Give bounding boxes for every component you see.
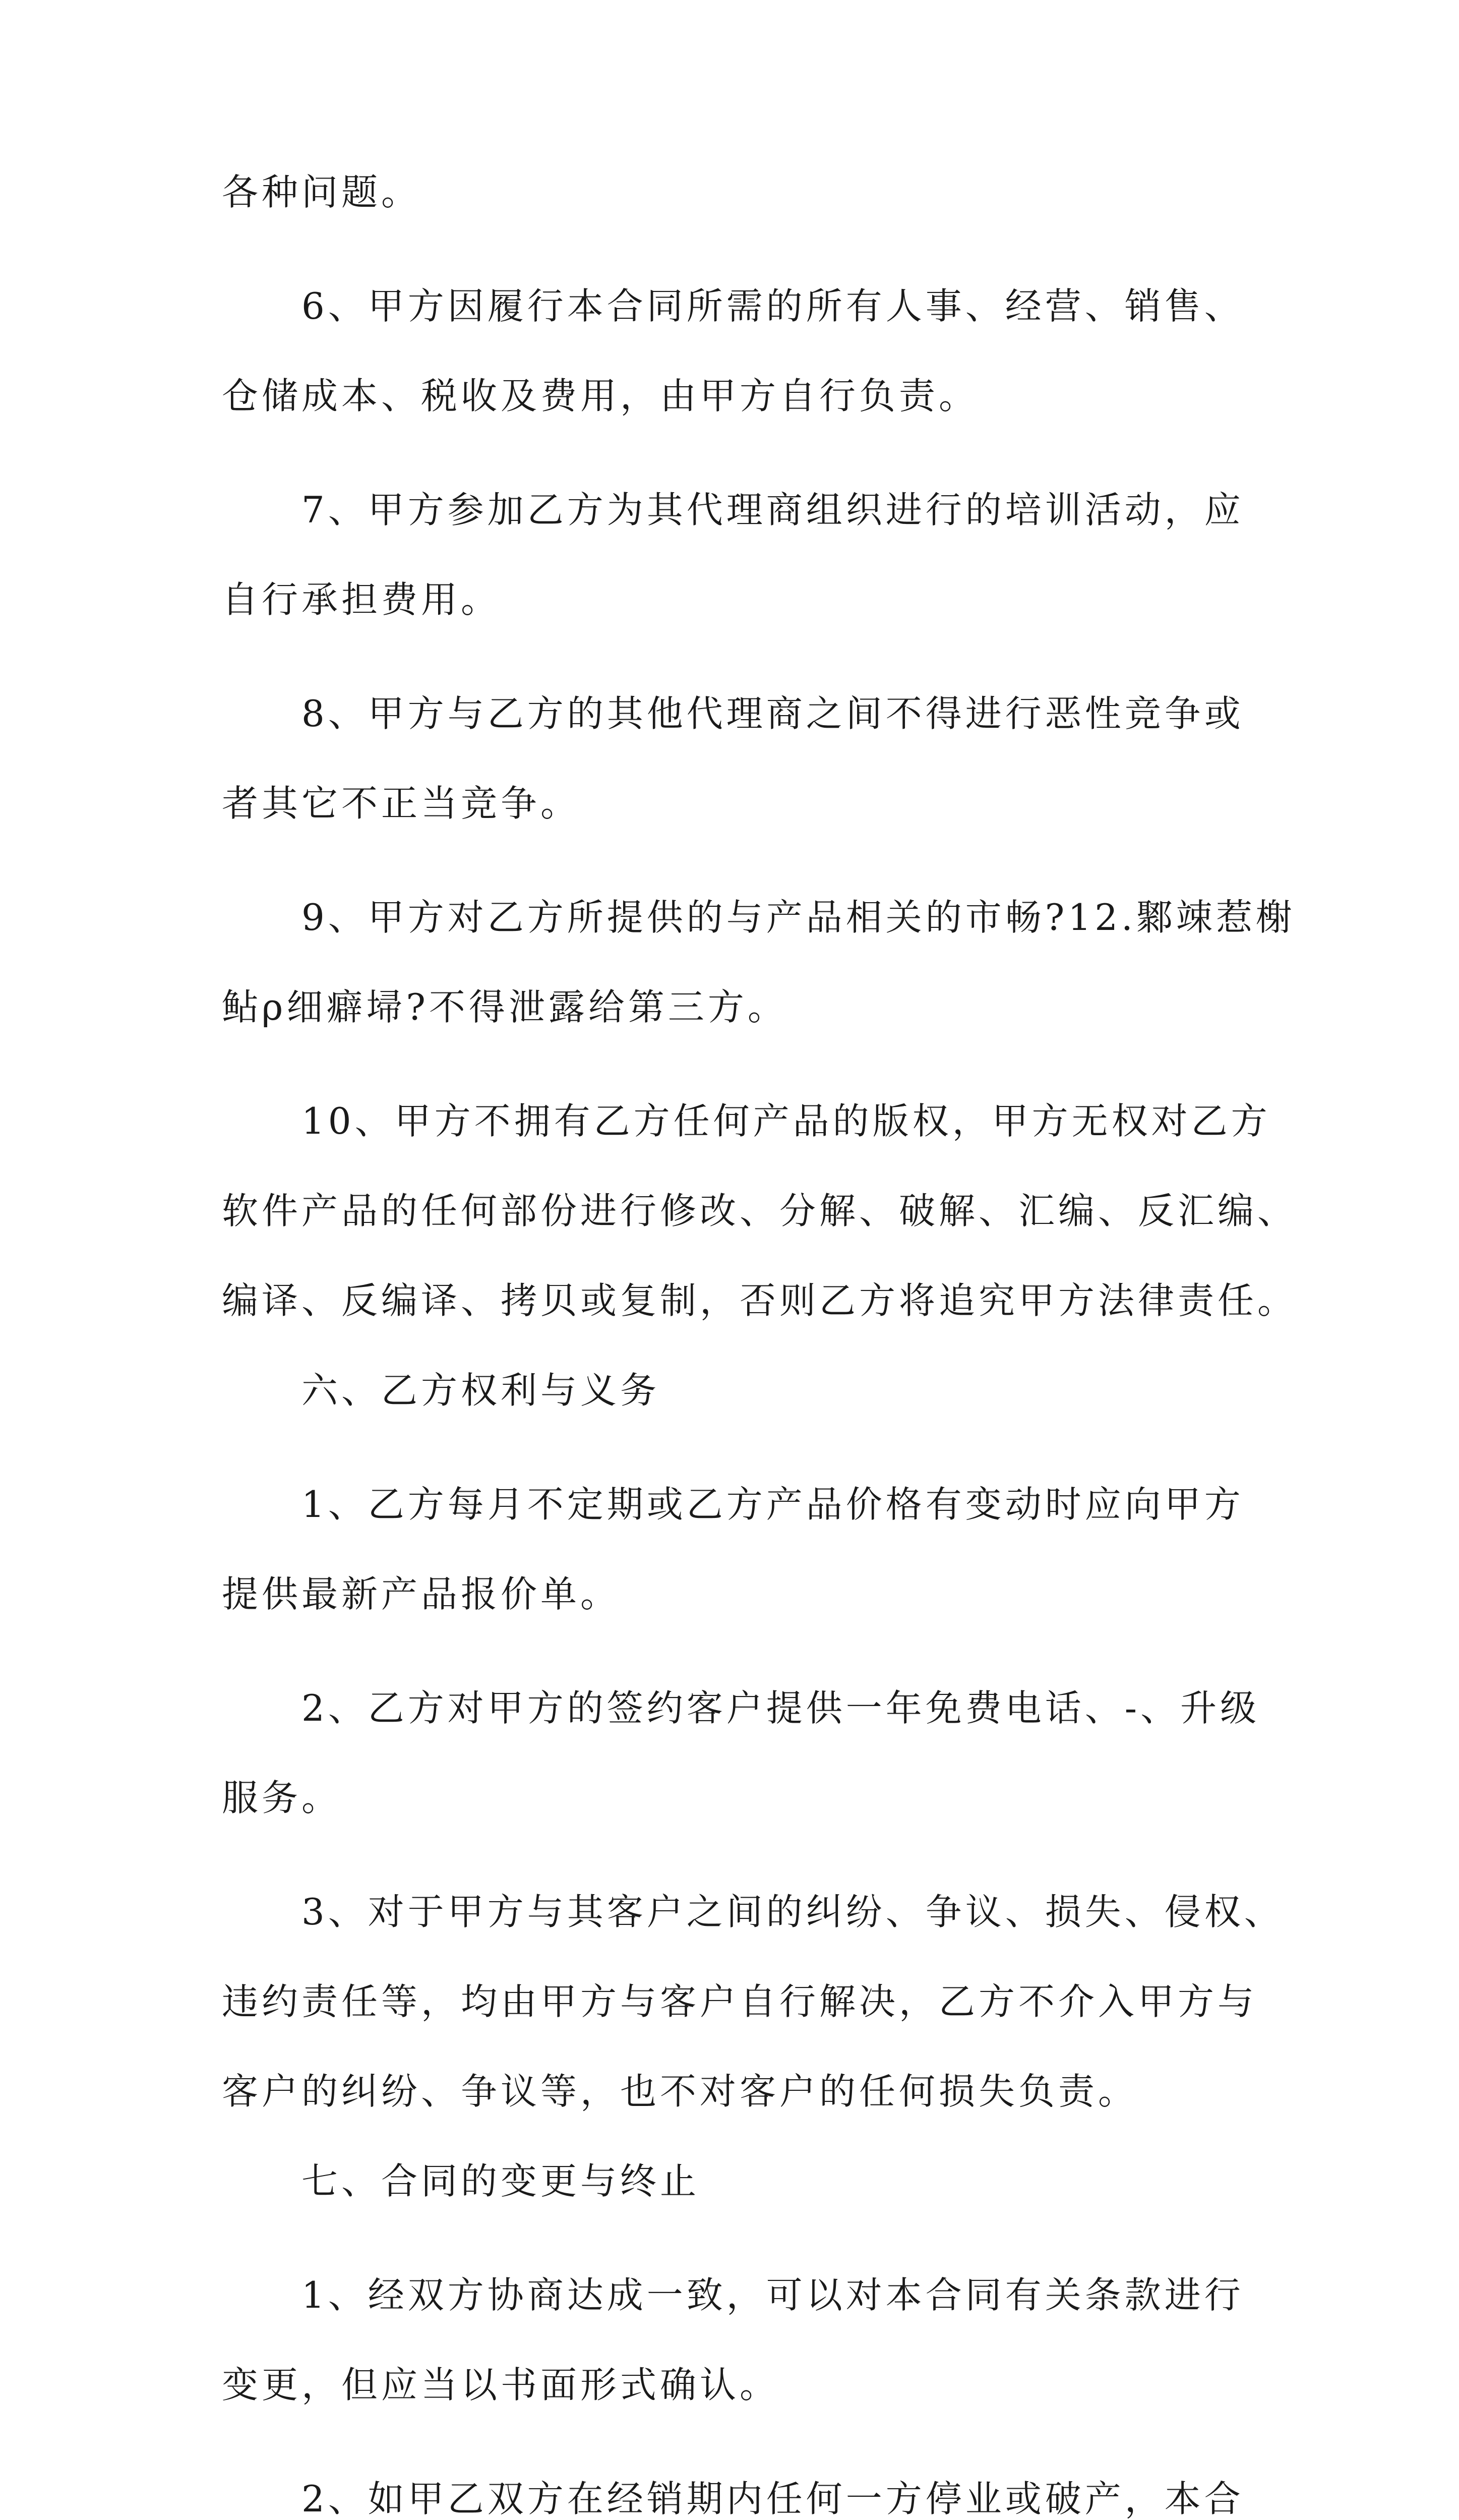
text-line: 鲇ρ细癖埽?不得泄露给第三方。	[222, 986, 787, 1028]
section-heading: 七、合同的变更与终止	[301, 2160, 700, 2202]
text-line: 6、甲方因履行本合同所需的所有人事、经营、销售、	[301, 285, 1244, 327]
text-line: 变更，但应当以书面形式确认。	[222, 2364, 780, 2406]
document-page	[222, 171, 1298, 2520]
text-line: 各种问题。	[222, 171, 421, 213]
text-line: 7、甲方参加乙方为其代理商组织进行的培训活动，应	[301, 489, 1244, 531]
text-line: 2、乙方对甲方的签约客户提供一年免费电话、-、升级	[301, 1687, 1260, 1729]
text-line: 9、甲方对乙方所提供的与产品相关的市畅?12.鄹竦惹榭	[301, 896, 1296, 939]
text-line: 8、甲方与乙方的其他代理商之间不得进行恶性竞争或	[301, 692, 1244, 735]
text-line: 2、如甲乙双方在经销期内任何一方停业或破产，本合	[301, 2478, 1244, 2520]
text-line: 3、对于甲方与其客户之间的纠纷、争议、损失、侵权、	[301, 1891, 1284, 1933]
text-line: 违约责任等，均由甲方与客户自行解决，乙方不介入甲方与	[222, 1980, 1258, 2023]
text-line: 提供最新产品报价单。	[222, 1573, 621, 1615]
text-line: 编译、反编译、拷贝或复制，否则乙方将追究甲方法律责任。	[222, 1279, 1298, 1322]
text-line: 10、甲方不拥有乙方任何产品的版权，甲方无权对乙方	[301, 1100, 1271, 1142]
section-heading: 六、乙方权利与义务	[301, 1369, 660, 1412]
text-line: 仓储成本、税收及费用，由甲方自行负责。	[222, 375, 979, 417]
text-line: 软件产品的任何部份进行修改、分解、破解、汇编、反汇编、	[222, 1190, 1298, 1232]
text-line: 1、乙方每月不定期或乙方产品价格有变动时应向甲方	[301, 1483, 1244, 1526]
text-line: 服务。	[222, 1777, 342, 1819]
text-line: 者其它不正当竞争。	[222, 782, 581, 825]
text-line: 1、经双方协商达成一致，可以对本合同有关条款进行	[301, 2274, 1244, 2316]
text-line: 自行承担费用。	[222, 578, 501, 621]
text-line: 客户的纠纷、争议等，也不对客户的任何损失负责。	[222, 2070, 1138, 2113]
